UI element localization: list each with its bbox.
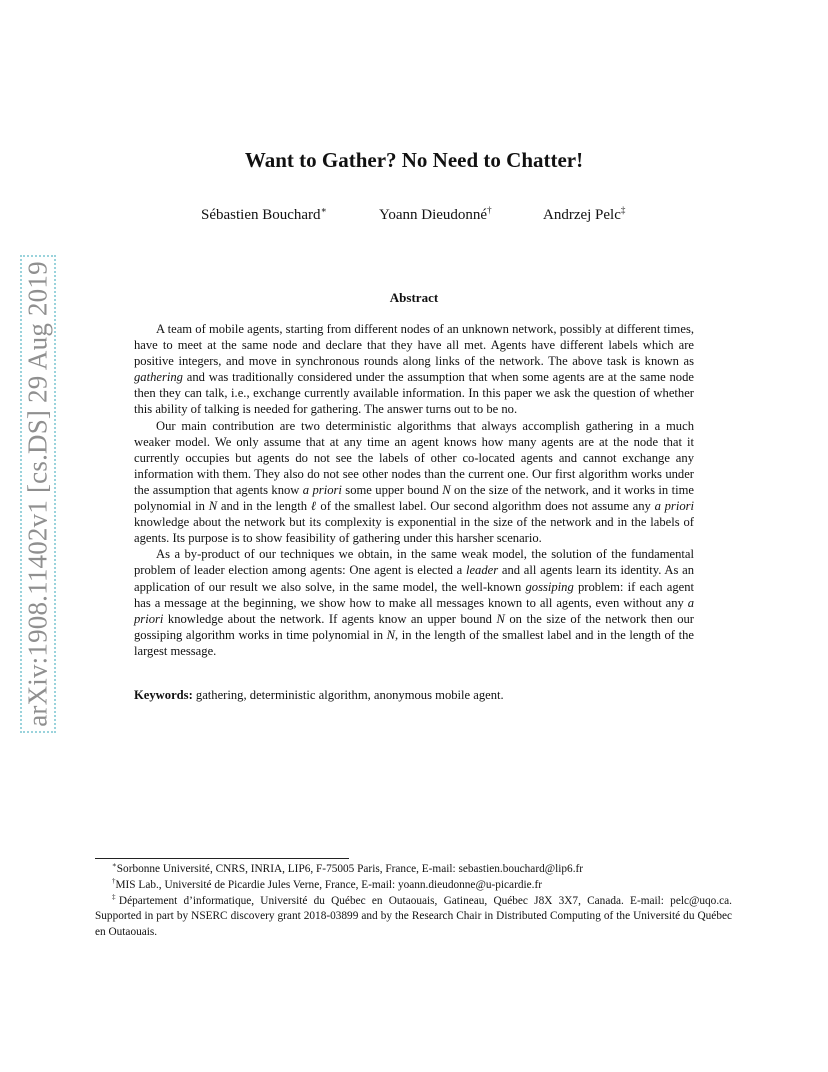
author-1 xyxy=(201,207,327,224)
arxiv-identifier-stamp xyxy=(20,255,56,733)
abstract-paragraph-2: Our main contribution are two deterministic algorithms that always accomplish gathering in a much weaker model. We only assume that at any time an agent knows how many agents are at the node that it currently occupies but agents do not see the labels of other co-located agents and cannot exchange any information with them. They also do not see other nodes than the current one. Our first algorithm works under the assumption that agents know a priori some upper bound N on the size of the network, and it works in time polynomial in N and in the length ℓ of the smallest label. Our second algorithm does not assume any a priori knowledge about the network but its complexity is exponential in the size of the network and in the labels of agents. Its purpose is to show feasibility of gathering under this harsher scenario. xyxy=(134,418,695,546)
footnote-1: ∗Sorbonne Université, CNRS, INRIA, LIP6, F-75005 Paris, France, E-mail: sebastien.bouchard@lip6.fr xyxy=(112,861,584,875)
footnote-3: ‡Département d’informatique, Université du Québec en Outaouais, Gatineau, Québec J8X 3X7, Canada. E-mail: pelc@uqo.ca. Supported in part by NSERC discovery grant 2018-03899 and by the Research Chair in Distributed Computing of the Université du Québec en Outaouais. xyxy=(95,892,733,939)
footnote-divider xyxy=(95,858,349,859)
author-1-name: Sébastien Bouchard xyxy=(201,207,321,223)
keywords-label: Keywords: xyxy=(134,688,193,702)
author-2 xyxy=(379,207,492,224)
abstract-body xyxy=(134,321,694,659)
footnote-2: †MIS Lab., Université de Picardie Jules Verne, France, E-mail: yoann.dieudonne@u-picardie.fr xyxy=(112,877,542,891)
arxiv-identifier-text: arXiv:1908.11402v1 [cs.DS] 29 Aug 2019 xyxy=(22,261,53,727)
abstract-paragraph-3: As a by-product of our techniques we obtain, in the same weak model, the solution of the fundamental problem of leader election among agents: One agent is elected a leader and all agents learn its identity. As an application of our result we also solve, in the same model, the well-known gossiping problem: if each agent has a message at the beginning, we show how to make all messages known to all agents, even without any a priori knowledge about the network. If agents know an upper bound N on the size of the network then our gossiping algorithm works in time polynomial in N, in the length of the smallest label and in the length of the largest message. xyxy=(134,547,694,658)
author-3-name: Andrzej Pelc xyxy=(543,207,621,223)
keywords-line xyxy=(134,688,694,703)
author-2-mark: † xyxy=(487,205,492,215)
footnotes xyxy=(95,862,732,941)
author-3 xyxy=(543,207,625,224)
author-2-name: Yoann Dieudonné xyxy=(379,207,488,223)
abstract-heading: Abstract xyxy=(389,290,439,305)
author-3-mark: ‡ xyxy=(620,205,626,215)
abstract-paragraph-1: A team of mobile agents, starting from different nodes of an unknown network, possibly at different times, have to meet at the same node and declare that they have all met. Agents have different labels which are positive integers, and move in synchronous rounds along links of the network. The above task is known as gathering and was traditionally considered under the assumption that when some agents are at the same node then they can talk, i.e., exchange currently available information. In this paper we ask the question of whether this ability of talking is needed for gathering. The answer turns out to be no. xyxy=(134,322,694,417)
author-1-mark: ∗ xyxy=(320,205,327,215)
paper-title: Want to Gather? No Need to Chatter! xyxy=(244,148,584,172)
keywords-text: gathering, deterministic algorithm, anonymous mobile agent. xyxy=(192,688,504,702)
